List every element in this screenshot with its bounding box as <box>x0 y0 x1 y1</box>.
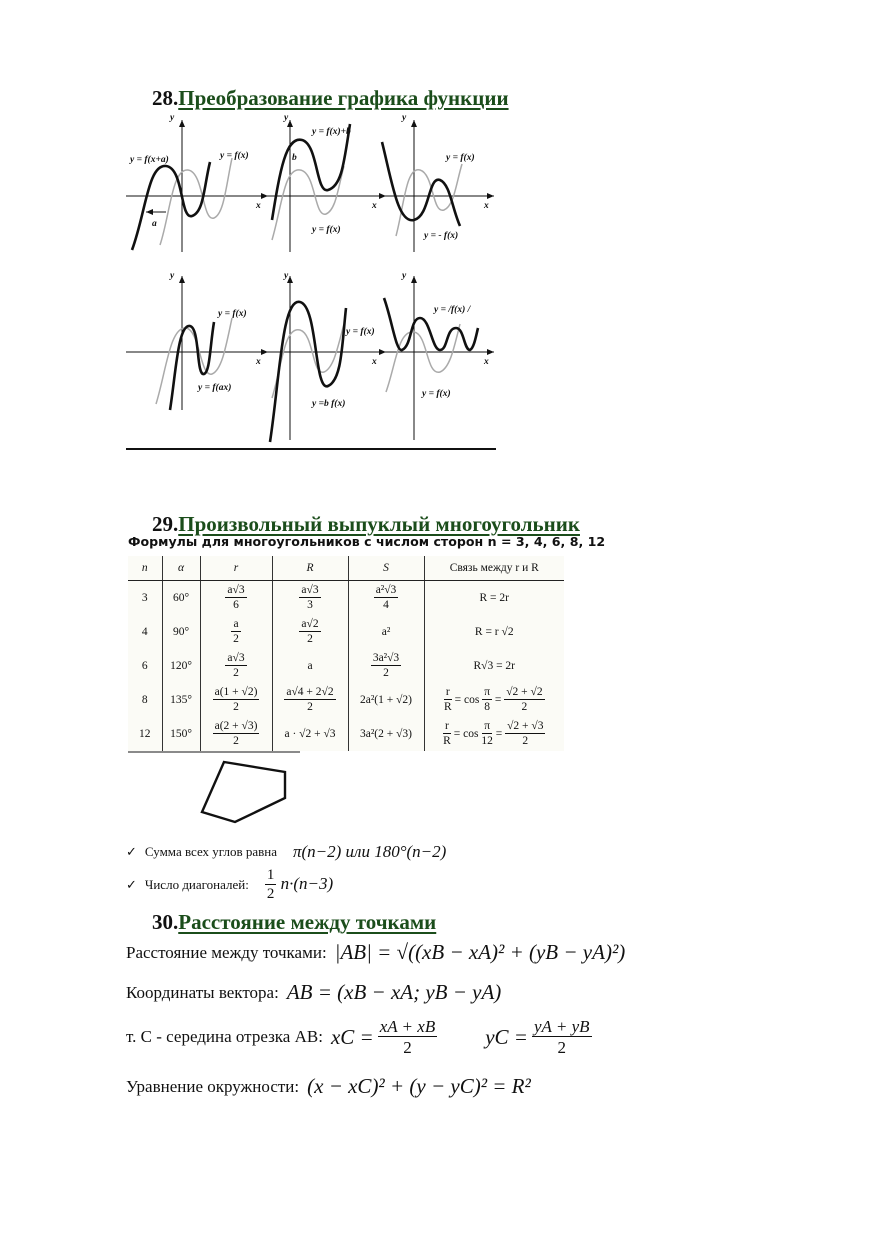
graph-3-axis-x: x <box>484 201 489 211</box>
circle-line <box>126 1074 531 1099</box>
frac-den: 2 <box>233 735 239 747</box>
frac-den: 2 <box>233 667 239 679</box>
graph-5-label-1: y = f(x) <box>346 327 375 337</box>
frac-den: 2 <box>403 1038 412 1057</box>
graph-4-label-2: y = f(ax) <box>198 383 232 393</box>
frac-den: 2 <box>233 633 239 645</box>
angle-sum-formula: π(n−2) или 180°(n−2) <box>293 842 447 861</box>
relation-cos: = cos <box>454 693 480 706</box>
graph-4-axis-x: x <box>256 357 261 367</box>
section-29-title: Произвольный выпуклый многоугольник <box>178 512 580 536</box>
frac-den: 12 <box>481 735 493 747</box>
frac-num: a√3 <box>225 585 246 599</box>
midpoint-label: т. С - середина отрезка АВ: <box>126 1027 323 1046</box>
cell-s: 2a²(1 + √2) <box>348 683 424 717</box>
frac-den: 2 <box>307 701 313 713</box>
section-29-number: 29. <box>152 512 179 536</box>
section-30-heading <box>152 910 436 935</box>
cell-relation: R√3 = 2r <box>424 649 564 683</box>
graph-3-label-2: y = - f(x) <box>424 231 459 241</box>
header-relation: Связь между r и R <box>424 556 564 581</box>
bullet-diagonals <box>126 868 333 902</box>
frac-den: 3 <box>307 599 313 611</box>
frac-den: 2 <box>383 667 389 679</box>
vector-formula: AB = (xB − xA; yB − yA) <box>286 980 502 1004</box>
section-28-title: Преобразование графика функции <box>178 86 509 110</box>
frac-den: 2 <box>522 735 529 747</box>
graph-1-axis-x: x <box>256 201 261 211</box>
bullet-angle-sum <box>126 842 446 862</box>
cell-alpha: 150° <box>162 717 200 751</box>
frac-num: yA + yB <box>533 1017 590 1036</box>
midpoint-line <box>126 1018 592 1056</box>
convex-polygon <box>202 762 285 822</box>
graph-4-axis-y: y <box>170 271 175 281</box>
cell-s: 3a²(2 + √3) <box>348 717 424 751</box>
cell-big-r: a · √2 + √3 <box>272 717 348 751</box>
frac-num: r <box>443 721 451 735</box>
graph-5-axis-x: x <box>372 357 377 367</box>
frac-num: xA + xB <box>379 1017 436 1036</box>
distance-formula: |AB| = √((xB − xA)² + (yB − yA)²) <box>334 940 626 964</box>
cell-alpha: 120° <box>162 649 200 683</box>
bullet-diagonals-text: Число диагоналей: <box>144 877 249 892</box>
graph-2-axis-x: x <box>372 201 377 211</box>
frac-den: 2 <box>266 886 275 902</box>
cell-alpha: 60° <box>162 581 200 616</box>
graph-6-label-2: y = f(x) <box>422 389 451 399</box>
graph-3-axis-y: y <box>402 113 407 123</box>
graph-2-label-1: y = f(x)+b <box>312 127 351 137</box>
cell-alpha: 135° <box>162 683 200 717</box>
polygon-table-title: Формулы для многоугольников с числом сторон n = 3, 4, 6, 8, 12 <box>128 534 606 549</box>
bullet-angle-sum-text: Сумма всех углов равна <box>144 844 277 859</box>
cell-alpha: 90° <box>162 615 200 649</box>
header-n: n <box>128 556 162 581</box>
graph-5-axis-y: y <box>284 271 289 281</box>
frac-den: 8 <box>484 701 490 713</box>
diagonals-formula-rest: n·(n−3) <box>280 873 334 893</box>
section-28-number: 28. <box>152 86 179 110</box>
cell-relation: R = 2r <box>424 581 564 616</box>
graph-4-label-1: y = f(x) <box>218 309 247 319</box>
frac-den: 2 <box>521 701 528 713</box>
frac-num: π <box>482 721 492 735</box>
midpoint-yc-fraction <box>532 1018 592 1056</box>
cell-n: 4 <box>141 626 148 638</box>
circle-label: Уравнение окружности: <box>126 1076 300 1096</box>
relation-eq: = <box>494 693 502 706</box>
header-s: S <box>348 556 424 581</box>
graph-2-label-3: y = f(x) <box>312 225 341 235</box>
header-alpha: α <box>162 556 200 581</box>
frac-num: √2 + √3 <box>505 721 545 735</box>
frac-den: R <box>443 701 452 713</box>
checkmark-icon: ✓ <box>126 877 137 893</box>
graph-1-label-3: a <box>152 219 157 229</box>
checkmark-icon: ✓ <box>126 844 137 860</box>
cell-n: 12 <box>139 728 151 740</box>
vector-line <box>126 980 501 1005</box>
frac-den: 2 <box>557 1038 566 1057</box>
graph-6-axis-y: y <box>402 271 407 281</box>
frac-num: π <box>482 687 492 701</box>
diagonals-formula <box>265 868 333 902</box>
frac-den: 2 <box>307 633 313 645</box>
midpoint-xc: xC = <box>330 1024 374 1049</box>
frac-num: r <box>444 687 452 701</box>
section-30-number: 30. <box>152 910 179 934</box>
relation-eq: = <box>495 727 503 740</box>
graph-2-label-2: b <box>292 153 297 163</box>
frac-num: √2 + √2 <box>504 687 544 701</box>
distance-line <box>126 940 625 965</box>
frac-den: 2 <box>233 701 239 713</box>
graph-6-label-1: y = /f(x) / <box>434 305 471 315</box>
circle-formula: (x − xC)² + (y − yC)² = R² <box>307 1074 531 1098</box>
cell-relation: R = r √2 <box>424 615 564 649</box>
cell-big-r: a <box>272 649 348 683</box>
frac-num: 1 <box>266 867 275 883</box>
cell-s: a² <box>348 615 424 649</box>
frac-den: R <box>443 735 451 747</box>
frac-num: a(2 + √3) <box>213 721 260 735</box>
header-r: r <box>200 556 272 581</box>
frac-den: 6 <box>233 599 239 611</box>
graph-2-axis-y: y <box>284 113 289 123</box>
vector-label: Координаты вектора: <box>126 982 279 1002</box>
graph-1-label-2: y = f(x) <box>220 151 249 161</box>
midpoint-xc-fraction <box>378 1018 438 1056</box>
frac-num: a²√3 <box>374 585 399 599</box>
frac-den: 4 <box>383 599 389 611</box>
frac-num: 3a²√3 <box>371 653 401 667</box>
midpoint-yc: yC = <box>485 1024 528 1049</box>
graph-6-axis-x: x <box>484 357 489 367</box>
graph-1-axis-y: y <box>170 113 175 123</box>
frac-num: a√2 <box>299 619 320 633</box>
frac-num: a√3 <box>225 653 246 667</box>
cell-n: 6 <box>141 660 148 672</box>
graph-3-label-1: y = f(x) <box>446 153 475 163</box>
distance-label: Расстояние между точками: <box>126 942 327 962</box>
graph-5-label-2: y =b f(x) <box>312 399 346 409</box>
cell-n: 8 <box>141 694 148 706</box>
section-30-title: Расстояние между точками <box>178 910 437 934</box>
frac-num: a(1 + √2) <box>213 687 260 701</box>
frac-num: a√3 <box>299 585 320 599</box>
cell-n: 3 <box>141 592 148 604</box>
frac-num: a√4 + 2√2 <box>284 687 335 701</box>
header-big-r: R <box>272 556 348 581</box>
frac-num: a <box>231 619 240 633</box>
graph-1-label-1: y = f(x+a) <box>130 155 169 165</box>
relation-cos: = cos <box>453 727 479 740</box>
